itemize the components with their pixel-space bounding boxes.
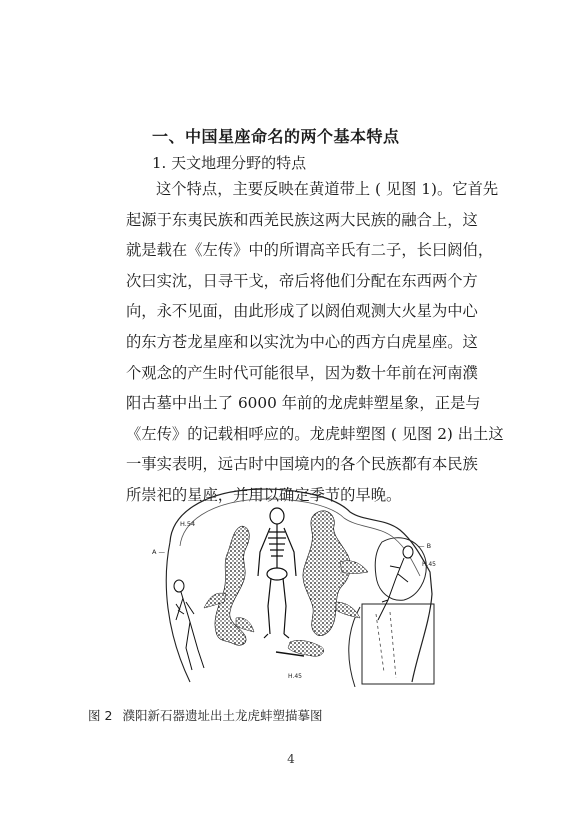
paragraph-line: 一事实表明，远古时中国境内的各个民族都有本民族 (126, 455, 478, 474)
figure-label-bottom-code: H.45 (288, 673, 302, 680)
page-number: 4 (287, 752, 295, 766)
section-title: 一、中国星座命名的两个基本特点 (152, 127, 400, 146)
paragraph-line: 起源于东夷民族和西羌民族这两大民族的融合上，这 (126, 210, 478, 229)
paragraph-line: 阳古墓中出土了 6000 年前的龙虎蚌塑星象，正是与 (126, 394, 481, 413)
paragraph-line: 所崇祀的星座，并用以确定季节的早晚。 (126, 485, 402, 504)
pit-dashed-line (376, 614, 384, 672)
tomb-inner-outline (180, 499, 420, 576)
figure-label-a: A — (152, 548, 166, 556)
right-skeleton (378, 546, 413, 620)
figure-label-right-code: H.45 (422, 561, 436, 568)
paragraph-line: 《左传》的记载相呼应的。龙虎蚌塑图 ( 见图 2) 出土这 (126, 424, 504, 443)
tomb-drawing-figure (150, 482, 450, 687)
paragraph-line: 这个特点，主要反映在黄道带上 ( 见图 1)。它首先 (156, 180, 499, 198)
left-skeleton (174, 580, 204, 670)
paragraph-line: 的东方苍龙星座和以实沈为中心的西方白虎星座。这 (126, 332, 478, 351)
figure-label-top-left: H.54 (180, 520, 196, 528)
dragon-tiger-mosaic-drawing (150, 482, 450, 687)
subsection-title: 1. 天文地理分野的特点 (152, 154, 307, 172)
rectangular-pit (362, 604, 434, 684)
paragraph-line: 次曰实沈，日寻干戈，帝后将他们分配在东西两个方 (126, 271, 478, 290)
tiger-limb (336, 602, 360, 618)
tiger-shell-mosaic (303, 511, 350, 636)
body-paragraph (126, 174, 506, 511)
figure-label-b: — B (418, 542, 432, 550)
tomb-lower-arc (349, 607, 360, 687)
figure-caption-text: 濮阳新石器遗址出土龙虎蚌塑描摹图 (122, 708, 323, 723)
pit-dashed-line (390, 612, 396, 678)
paragraph-line: 就是载在《左传》中的所谓高辛氏有二子，长曰阏伯， (126, 241, 494, 260)
tiger-limb (340, 561, 368, 574)
central-skeleton (258, 508, 296, 638)
paragraph-line: 个观念的产生时代可能很早，因为数十年前在河南濮 (126, 363, 478, 382)
figure-caption (88, 706, 322, 724)
figure-caption-number: 图 2 (88, 708, 113, 723)
paragraph-line: 向，永不见面，由此形成了以阏伯观测大火星为中心 (126, 302, 478, 321)
